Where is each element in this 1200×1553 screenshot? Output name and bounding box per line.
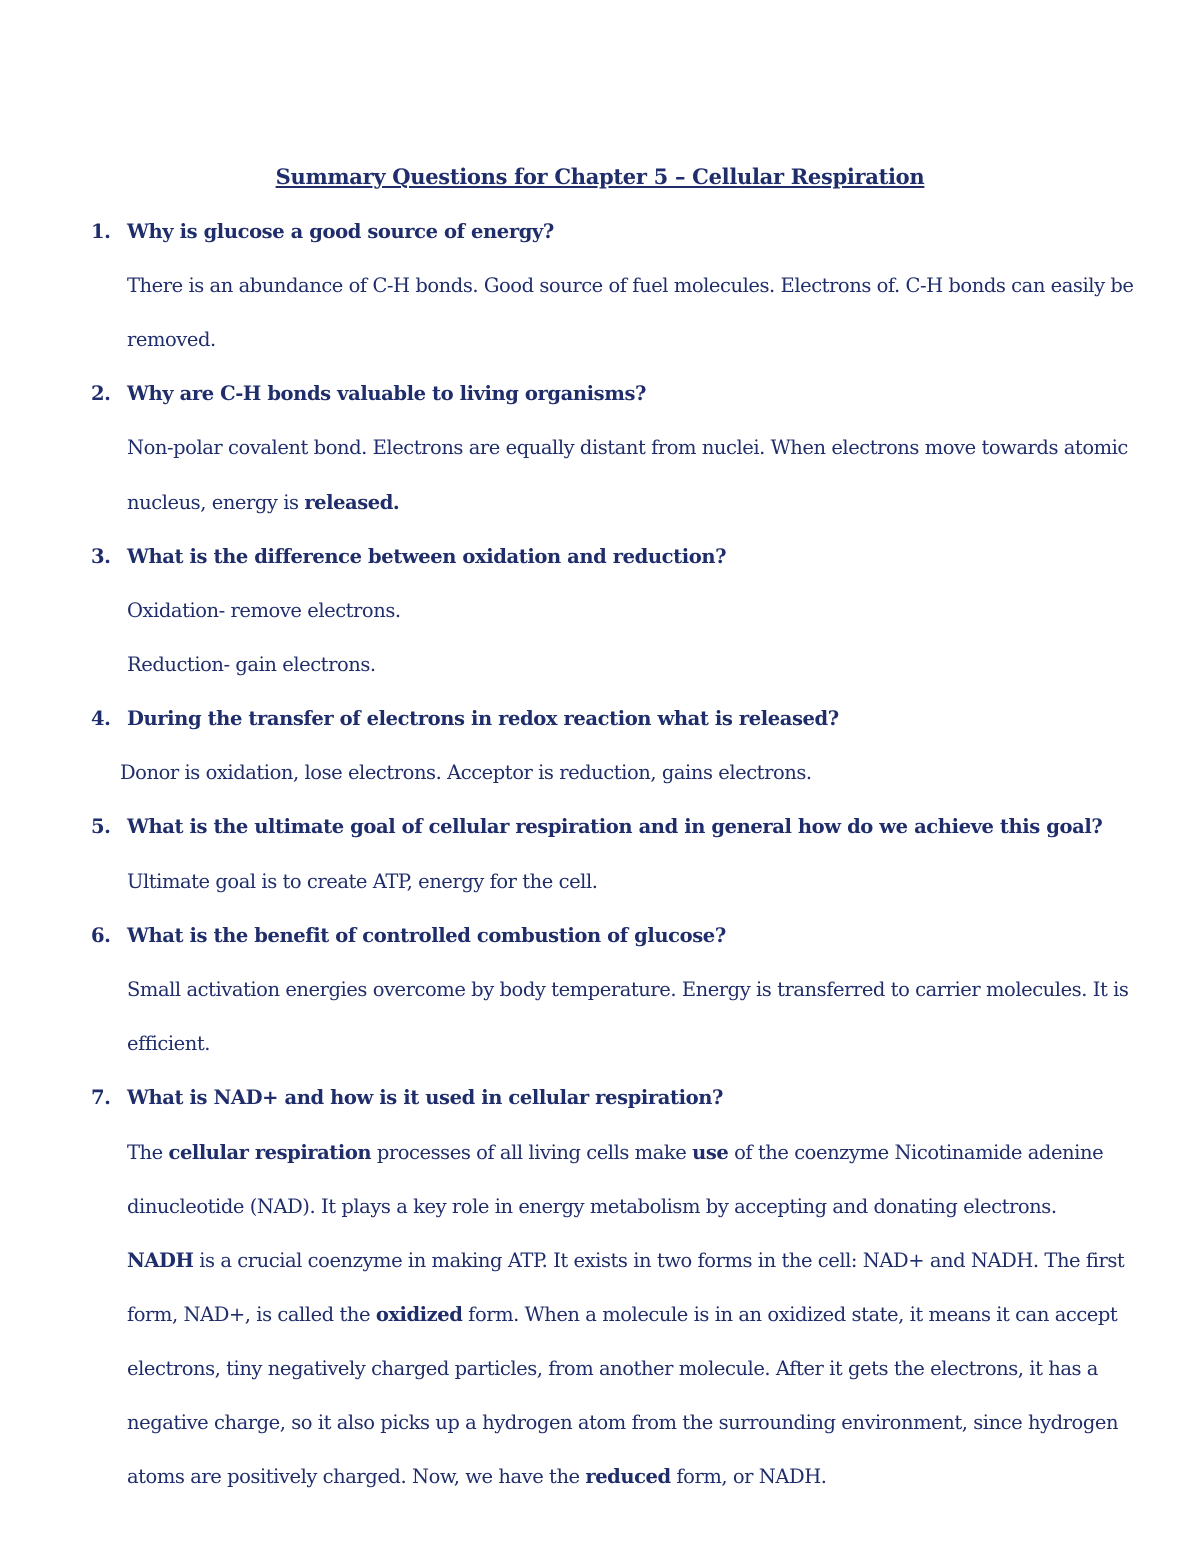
question-3 [91,545,726,568]
answer-text: form, NAD+, is called the [127,1303,376,1326]
answer-text: The [127,1141,169,1164]
answer-2-line-1: Non-polar covalent bond. Electrons are equally distant from nuclei. When electrons move towards atomic [127,436,1128,459]
answer-emphasis: reduced [585,1465,671,1488]
question-text: What is NAD+ and how is it used in cellular respiration? [127,1086,724,1109]
question-text: What is the difference between oxidation and reduction? [127,545,727,568]
question-number: 6. [91,924,111,947]
answer-5-line-1: Ultimate goal is to create ATP, energy for the cell. [127,870,598,893]
answer-emphasis: cellular respiration [168,1141,372,1164]
answer-7-line-1 [127,1141,1103,1164]
question-text: Why is glucose a good source of energy? [127,220,554,243]
answer-emphasis: NADH [127,1249,194,1272]
answer-text: processes of all living cells make [371,1141,693,1164]
page-title: Summary Questions for Chapter 5 – Cellular Respiration [275,164,925,189]
answer-1-line-1: There is an abundance of C-H bonds. Good source of fuel molecules. Electrons of. C-H bonds can easily be [127,274,1134,297]
question-number: 1. [91,220,111,243]
question-number: 4. [91,707,111,730]
answer-2-line-2 [127,491,399,514]
answer-7-line-2: dinucleotide (NAD). It plays a key role in energy metabolism by accepting and donating electrons. [127,1195,1057,1218]
answer-text: atoms are positively charged. Now, we have the [127,1465,586,1488]
answer-text: form, or NADH. [670,1465,827,1488]
answer-emphasis: oxidized [375,1303,463,1326]
answer-6-line-1: Small activation energies overcome by body temperature. Energy is transferred to carrier molecules. It is [127,978,1129,1001]
question-number: 7. [91,1086,111,1109]
answer-7-line-4 [127,1303,1117,1326]
question-4 [91,707,839,730]
question-text: What is the benefit of controlled combustion of glucose? [127,924,726,947]
answer-text: is a crucial coenzyme in making ATP. It exists in two forms in the cell: NAD+ and NADH. The first [193,1249,1125,1272]
answer-text: form. When a molecule is in an oxidized state, it means it can accept [462,1303,1118,1326]
question-number: 3. [91,545,111,568]
question-number: 2. [91,382,111,405]
answer-7-line-5: electrons, tiny negatively charged particles, from another molecule. After it gets the electrons, it has a [127,1357,1098,1380]
question-2 [91,382,646,405]
answer-3-line-2: Reduction- gain electrons. [127,653,376,676]
answer-3-line-1: Oxidation- remove electrons. [127,599,401,622]
question-text: During the transfer of electrons in redox reaction what is released? [127,707,839,730]
answer-6-line-2: efficient. [127,1032,211,1055]
answer-text: nucleus, energy is [127,491,305,514]
question-1 [91,220,554,243]
answer-7-line-3 [127,1249,1124,1272]
answer-4-line-1: Donor is oxidation, lose electrons. Acceptor is reduction, gains electrons. [120,761,812,784]
answer-emphasis: released. [304,491,400,514]
answer-7-line-7 [127,1465,827,1488]
question-5 [91,815,1102,838]
question-6 [91,924,726,947]
question-text: Why are C-H bonds valuable to living organisms? [127,382,647,405]
answer-emphasis: use [692,1141,729,1164]
answer-1-line-2: removed. [127,328,216,351]
answer-7-line-6: negative charge, so it also picks up a hydrogen atom from the surrounding environment, since hydrogen [127,1411,1119,1434]
answer-text: of the coenzyme Nicotinamide adenine [728,1141,1104,1164]
question-text: What is the ultimate goal of cellular respiration and in general how do we achieve this goal? [127,815,1103,838]
question-7 [91,1086,723,1109]
question-number: 5. [91,815,111,838]
